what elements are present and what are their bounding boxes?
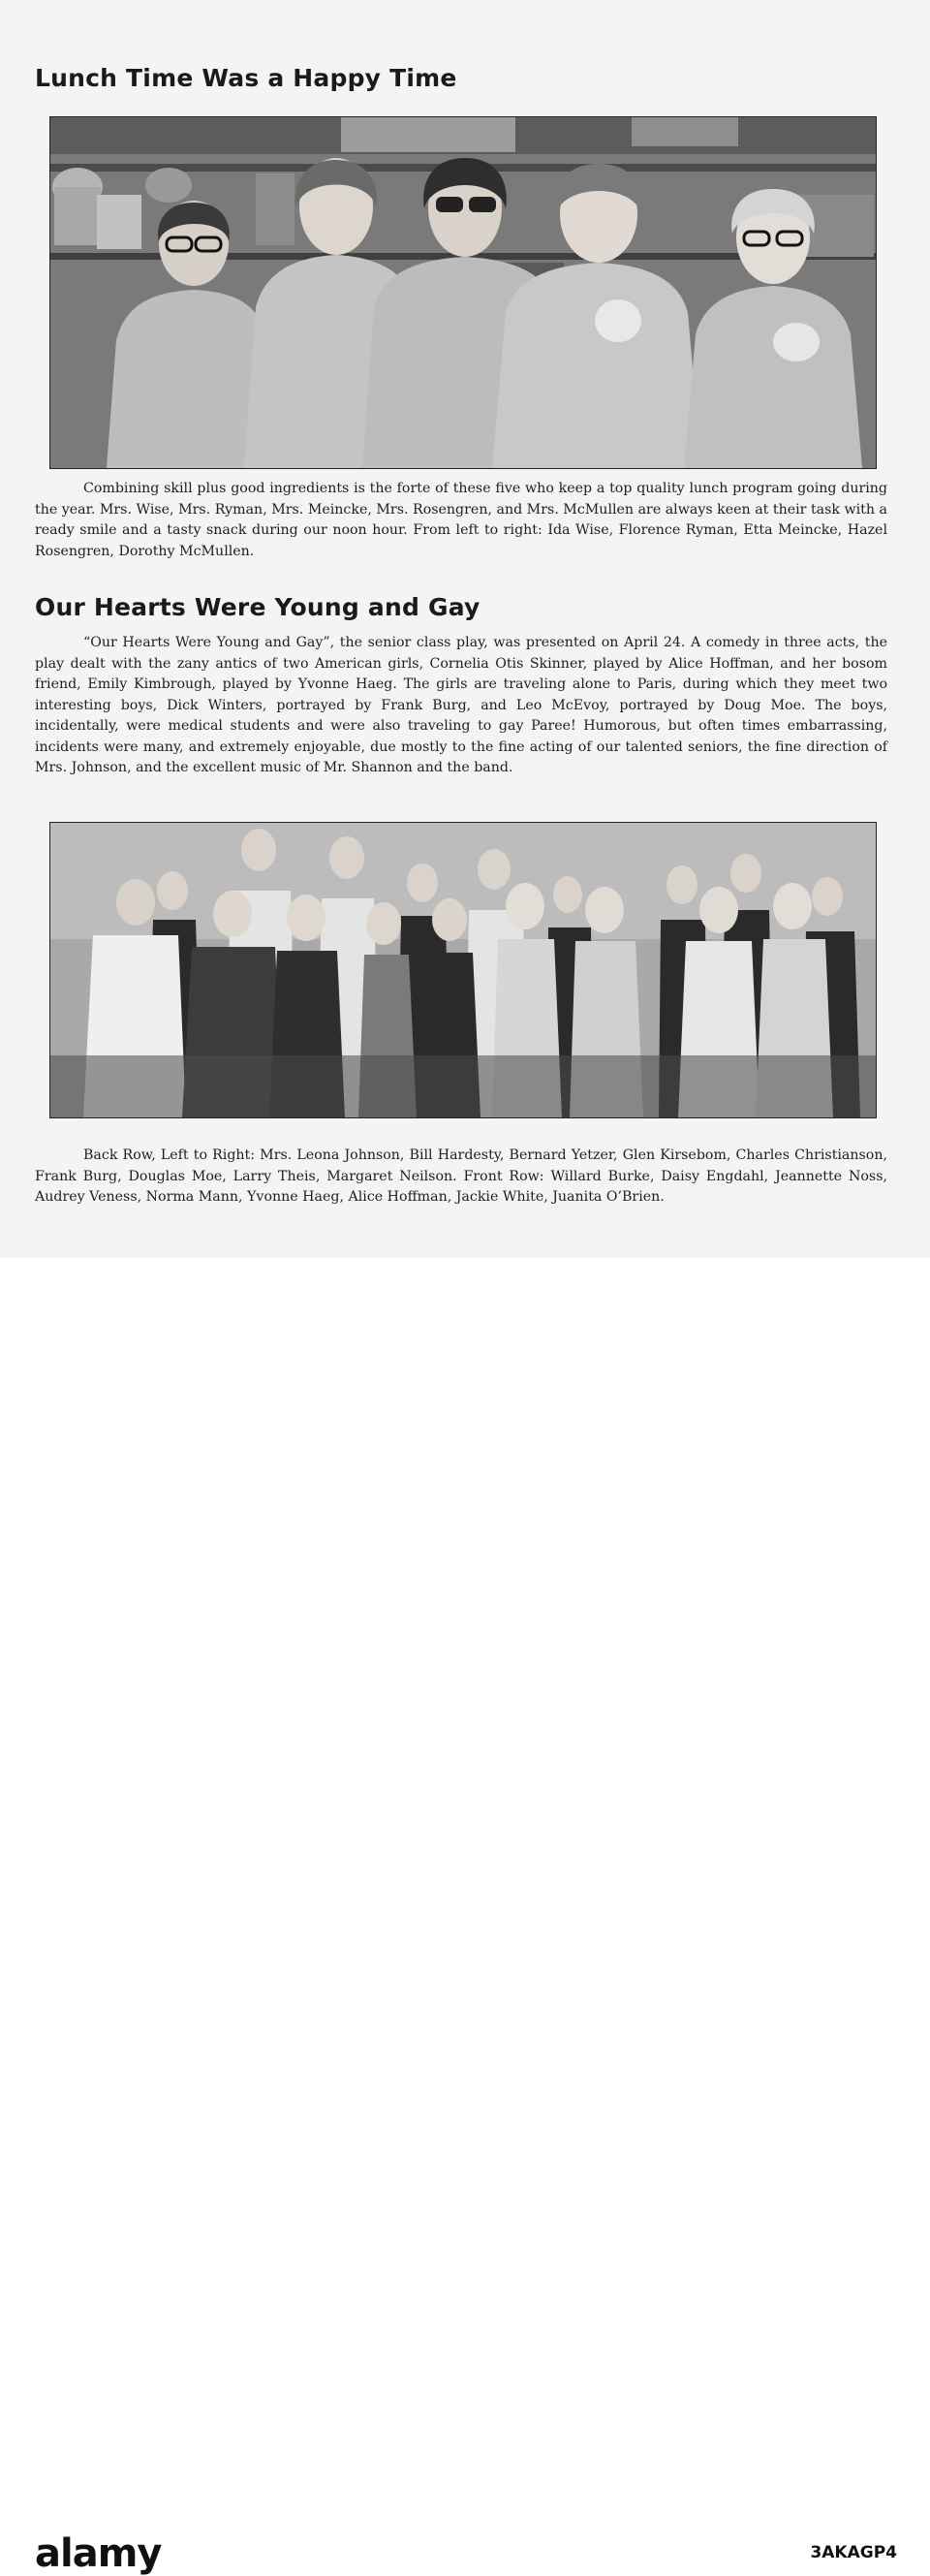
senior-class-photo: [49, 822, 877, 1118]
alamy-logo: alamy: [35, 2531, 162, 2576]
lunch-staff-photo: [49, 116, 877, 469]
stock-footer: [0, 1258, 930, 2576]
senior-class-illustration: [50, 823, 876, 1117]
class-photo-caption: Back Row, Left to Right: Mrs. Leona Johnson, Bill Hardesty, Bernard Yetzer, Glen Kirsebom, Charles Christianson, Frank Burg, Douglas Moe, Larry Theis, Margaret Neilson. Front Row: Willard Burke, Daisy Engdahl, Jeannette Noss, Audrey Veness, Norma Mann, Yvonne Haeg, Alice Hoffman, Jackie White, Juanita O’Brien.: [35, 1147, 887, 1205]
section-title-play: Our Hearts Were Young and Gay: [35, 593, 480, 621]
section-title-lunch: Lunch Time Was a Happy Time: [35, 64, 457, 92]
lunch-staff-illustration: [50, 117, 876, 468]
play-description: “Our Hearts Were Young and Gay”, the senior class play, was presented on April 24. A comedy in three acts, the play dealt with the zany antics of two American girls, Cornelia Otis Skinner, played by Alice Hoffman, and her bosom friend, Emily Kimbrough, played by Yvonne Haeg. The girls are traveling alone to Paris, during which they meet two interesting boys, Dick Winters, portrayed by Frank Burg, and Leo McEvoy, portrayed by Doug Moe. The boys, incidentally, were medical students and were also traveling to gay Paree! Humorous, but often times embarrassing, incidents were many, and extremely enjoyable, due mostly to the fine acting of our talented seniors, the fine direction of Mrs. Johnson, and the excellent music of Mr. Shannon and the band.: [35, 635, 887, 775]
lunch-photo-caption: Combining skill plus good ingredients is the forte of these five who keep a top quality lunch program going during the year. Mrs. Wise, Mrs. Ryman, Mrs. Meincke, Mrs. Rosengren, and Mrs. McMullen are always keen at their task with a ready smile and a tasty snack during our noon hour. From left to right: Ida Wise, Florence Ryman, Etta Meincke, Hazel Rosengren, Dorothy McMullen.: [35, 481, 887, 559]
stock-image-id: 3AKAGP4: [810, 2543, 897, 2562]
yearbook-page: [0, 0, 930, 1258]
